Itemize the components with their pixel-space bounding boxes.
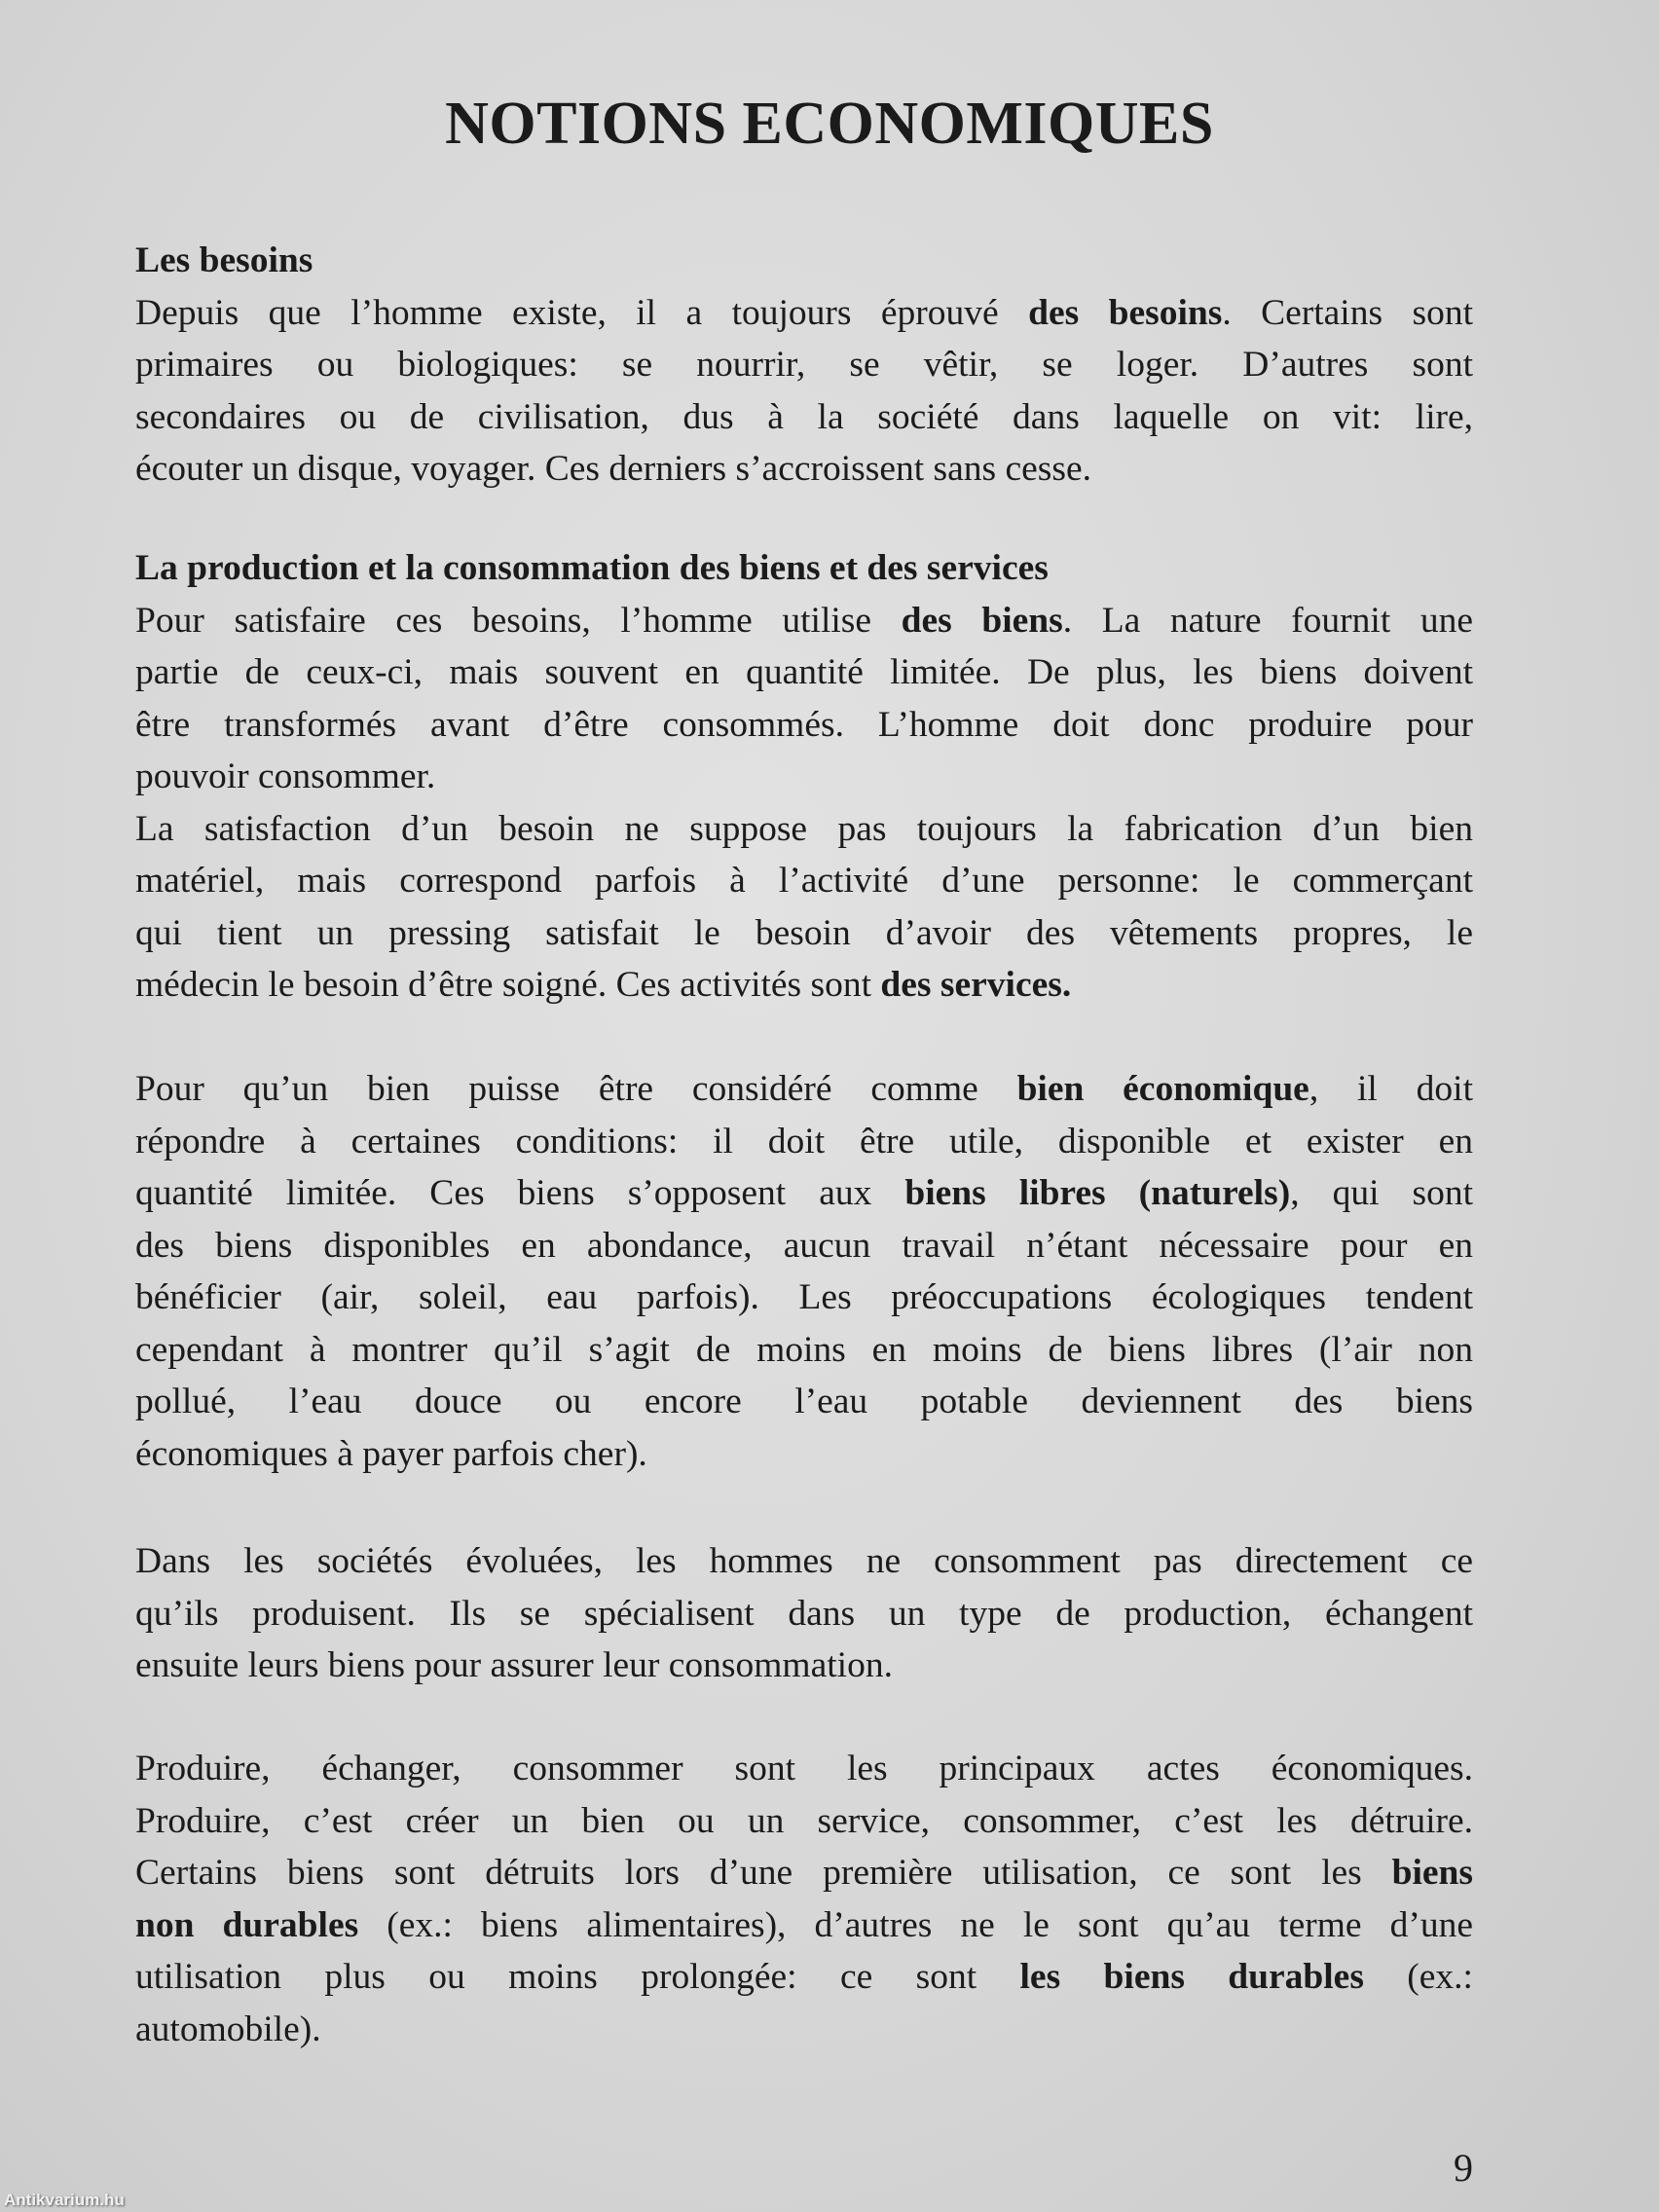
bold-term: les biens durables	[1019, 1957, 1364, 1997]
bold-term: des besoins	[1028, 292, 1223, 333]
text-run: écouter un disque, voyager. Ces derniers s’accroissent sans cesse.	[135, 449, 1091, 489]
text-run: (ex.:	[1363, 1957, 1473, 1997]
text-line	[135, 1324, 1473, 1377]
text-run: Depuis que l’homme existe, il a toujours éprouvé	[135, 292, 1029, 333]
text-section	[135, 235, 1473, 496]
text-line	[135, 1063, 1473, 1116]
watermark: Antikvarium.hu	[4, 2191, 125, 2209]
text-run: des biens disponibles en abondance, aucun travail n’étant nécessaire pour en	[135, 1225, 1473, 1266]
text-line	[135, 443, 1473, 496]
paragraph	[135, 595, 1473, 803]
text-run: primaires ou biologiques: se nourrir, se vêtir, se loger. D’autres sont	[135, 345, 1473, 385]
text-run: Produire, échanger, consommer sont les principaux actes économiques.	[135, 1749, 1473, 1788]
text-line	[135, 339, 1473, 391]
text-line	[135, 1795, 1473, 1848]
page-number: 9	[1454, 2146, 1473, 2190]
text-run: bénéficier (air, soleil, eau parfois). Les préoccupations écologiques tendent	[135, 1277, 1473, 1317]
text-line	[135, 1535, 1473, 1588]
text-line	[135, 803, 1473, 856]
text-line	[135, 907, 1473, 960]
page-title: NOTIONS ECONOMIQUES	[445, 91, 1214, 157]
section-heading: Les besoins	[135, 240, 313, 280]
text-run: automobile).	[135, 2009, 321, 2049]
bold-term: des biens	[901, 600, 1063, 641]
text-line	[135, 1899, 1473, 1952]
text-line	[135, 1743, 1473, 1795]
paragraph	[135, 1535, 1473, 1692]
text-run: partie de ceux-ci, mais souvent en quantité limitée. De plus, les biens doivent	[135, 652, 1473, 692]
text-run: pouvoir consommer.	[135, 756, 436, 796]
text-line	[135, 751, 1473, 803]
bold-term: bien économique	[1016, 1069, 1309, 1109]
text-line	[135, 1167, 1473, 1220]
text-run: médecin le besoin d’être soigné. Ces activités sont	[135, 965, 881, 1005]
text-run: qui tient un pressing satisfait le besoin d’avoir des vêtements propres, le	[135, 912, 1473, 953]
text-line	[135, 1220, 1473, 1272]
text-run: , qui sont	[1290, 1173, 1473, 1213]
text-run: être transformés avant d’être consommés. L’homme doit donc produire pour	[135, 704, 1473, 745]
bold-term: biens	[1391, 1853, 1473, 1893]
text-run: Pour satisfaire ces besoins, l’homme utilise	[135, 600, 902, 641]
text-run: qu’ils produisent. Ils se spécialisent dans un type de production, échangent	[135, 1593, 1473, 1634]
text-line	[135, 1951, 1473, 2004]
text-line	[135, 1272, 1473, 1324]
text-line	[135, 1588, 1473, 1641]
bold-term: non durables	[135, 1904, 359, 1945]
text-run: secondaires ou de civilisation, dus à la société dans laquelle on vit: lire,	[135, 396, 1473, 437]
text-section	[135, 1063, 1473, 1480]
text-run: ensuite leurs biens pour assurer leur consommation.	[135, 1645, 893, 1685]
text-run: Certains biens sont détruits lors d’une première utilisation, ce sont les	[135, 1853, 1392, 1893]
text-run: . La nature fournit une	[1062, 600, 1473, 641]
text-run: Dans les sociétés évoluées, les hommes ne consomment pas directement ce	[135, 1541, 1473, 1581]
text-line	[135, 1428, 1473, 1481]
text-run: , il doit	[1309, 1069, 1473, 1109]
text-run: . Certains sont	[1222, 292, 1473, 333]
text-run: Pour qu’un bien puisse être considéré comme	[135, 1069, 1017, 1109]
text-line	[135, 1847, 1473, 1899]
text-run: (ex.: biens alimentaires), d’autres ne le sont qu’au terme d’une	[358, 1904, 1473, 1945]
text-run: matériel, mais correspond parfois à l’activité d’une personne: le commerçant	[135, 861, 1473, 901]
text-run: économiques à payer parfois cher).	[135, 1433, 647, 1474]
text-run: Produire, c’est créer un bien ou un service, consommer, c’est les détruire.	[135, 1800, 1473, 1841]
text-line	[135, 595, 1473, 647]
paragraph	[135, 287, 1473, 496]
text-line	[135, 1116, 1473, 1168]
paragraph	[135, 803, 1473, 1012]
bold-term: des services.	[880, 965, 1072, 1005]
text-line	[135, 855, 1473, 907]
text-line	[135, 287, 1473, 340]
text-section	[135, 542, 1473, 1012]
section-heading: La production et la consommation des biens et des services	[135, 548, 1049, 588]
text-run: répondre à certaines conditions: il doit être utile, disponible et exister en	[135, 1121, 1473, 1161]
text-run: quantité limitée. Ces biens s’opposent aux	[135, 1173, 905, 1213]
text-run: pollué, l’eau douce ou encore l’eau potable deviennent des biens	[135, 1382, 1473, 1421]
text-run: utilisation plus ou moins prolongée: ce sont	[135, 1957, 1020, 1997]
text-line	[135, 1376, 1473, 1428]
bold-term: biens libres (naturels)	[904, 1173, 1291, 1213]
text-line	[135, 959, 1473, 1012]
text-run: cependant à montrer qu’il s’agit de moins en moins de biens libres (l’air non	[135, 1329, 1473, 1370]
text-section	[135, 1535, 1473, 1692]
text-line	[135, 699, 1473, 752]
text-line	[135, 2004, 1473, 2056]
text-line	[135, 391, 1473, 444]
text-line	[135, 1640, 1473, 1692]
paragraph	[135, 1063, 1473, 1480]
paragraph	[135, 1743, 1473, 2055]
text-section	[135, 1743, 1473, 2055]
text-run: La satisfaction d’un besoin ne suppose pas toujours la fabrication d’un bien	[135, 808, 1473, 849]
text-line	[135, 646, 1473, 699]
